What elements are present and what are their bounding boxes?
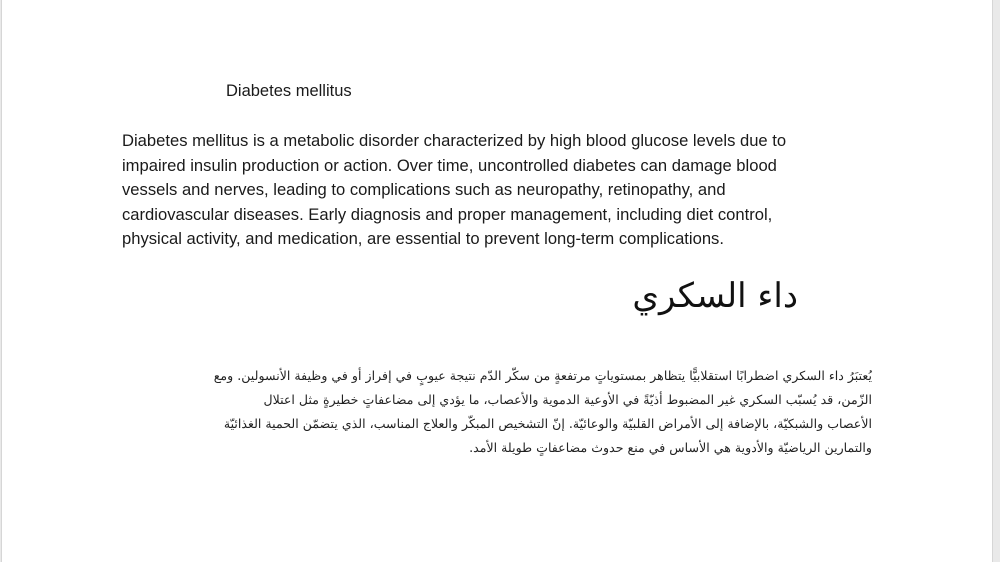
english-line: Diabetes mellitus is a metabolic disorder characterized by high blood glucose levels due to bbox=[122, 131, 787, 150]
english-title: Diabetes mellitus bbox=[226, 82, 352, 100]
arabic-paragraph bbox=[102, 364, 872, 460]
arabic-line: الزّمن، قد يُسبّب السكري غير المضبوط أذيّةً في الأوعية الدموية والأعصاب، ما يؤدي إلى مضاعفاتٍ خطيرةٍ مثل اعتلال bbox=[263, 392, 872, 407]
arabic-line: الأعصاب والشبكيّة، بالإضافة إلى الأمراض القلبيّة والوعائيّة. إنّ التشخيص المبكّر والعلاج المناسب، الذي يتضمّن الحمية الغذائيّة bbox=[223, 416, 872, 431]
english-line: cardiovascular diseases. Early diagnosis and proper management, including diet control, bbox=[122, 204, 773, 224]
arabic-line: يُعتبَرُ داء السكري اضطرابًا استقلابيًّا يتظاهر بمستوياتٍ مرتفعةٍ من سكّر الدّم نتيجة عيوبٍ في إفراز أو في وظيفة الأنسولين. ومع bbox=[213, 368, 872, 383]
document-page bbox=[1, 0, 993, 562]
arabic-line: والتمارين الرياضيّة والأدوية هي الأساس في منع حدوث مضاعفاتٍ طويلة الأمد. bbox=[469, 440, 872, 455]
english-line: vessels and nerves, leading to complications such as neuropathy, retinopathy, and bbox=[122, 180, 726, 199]
english-line: impaired insulin production or action. Over time, uncontrolled diabetes can damage blood bbox=[122, 155, 777, 175]
english-paragraph bbox=[122, 129, 882, 252]
english-line: physical activity, and medication, are essential to prevent long-term complications. bbox=[122, 229, 724, 248]
arabic-title: داء السكري bbox=[632, 276, 798, 316]
